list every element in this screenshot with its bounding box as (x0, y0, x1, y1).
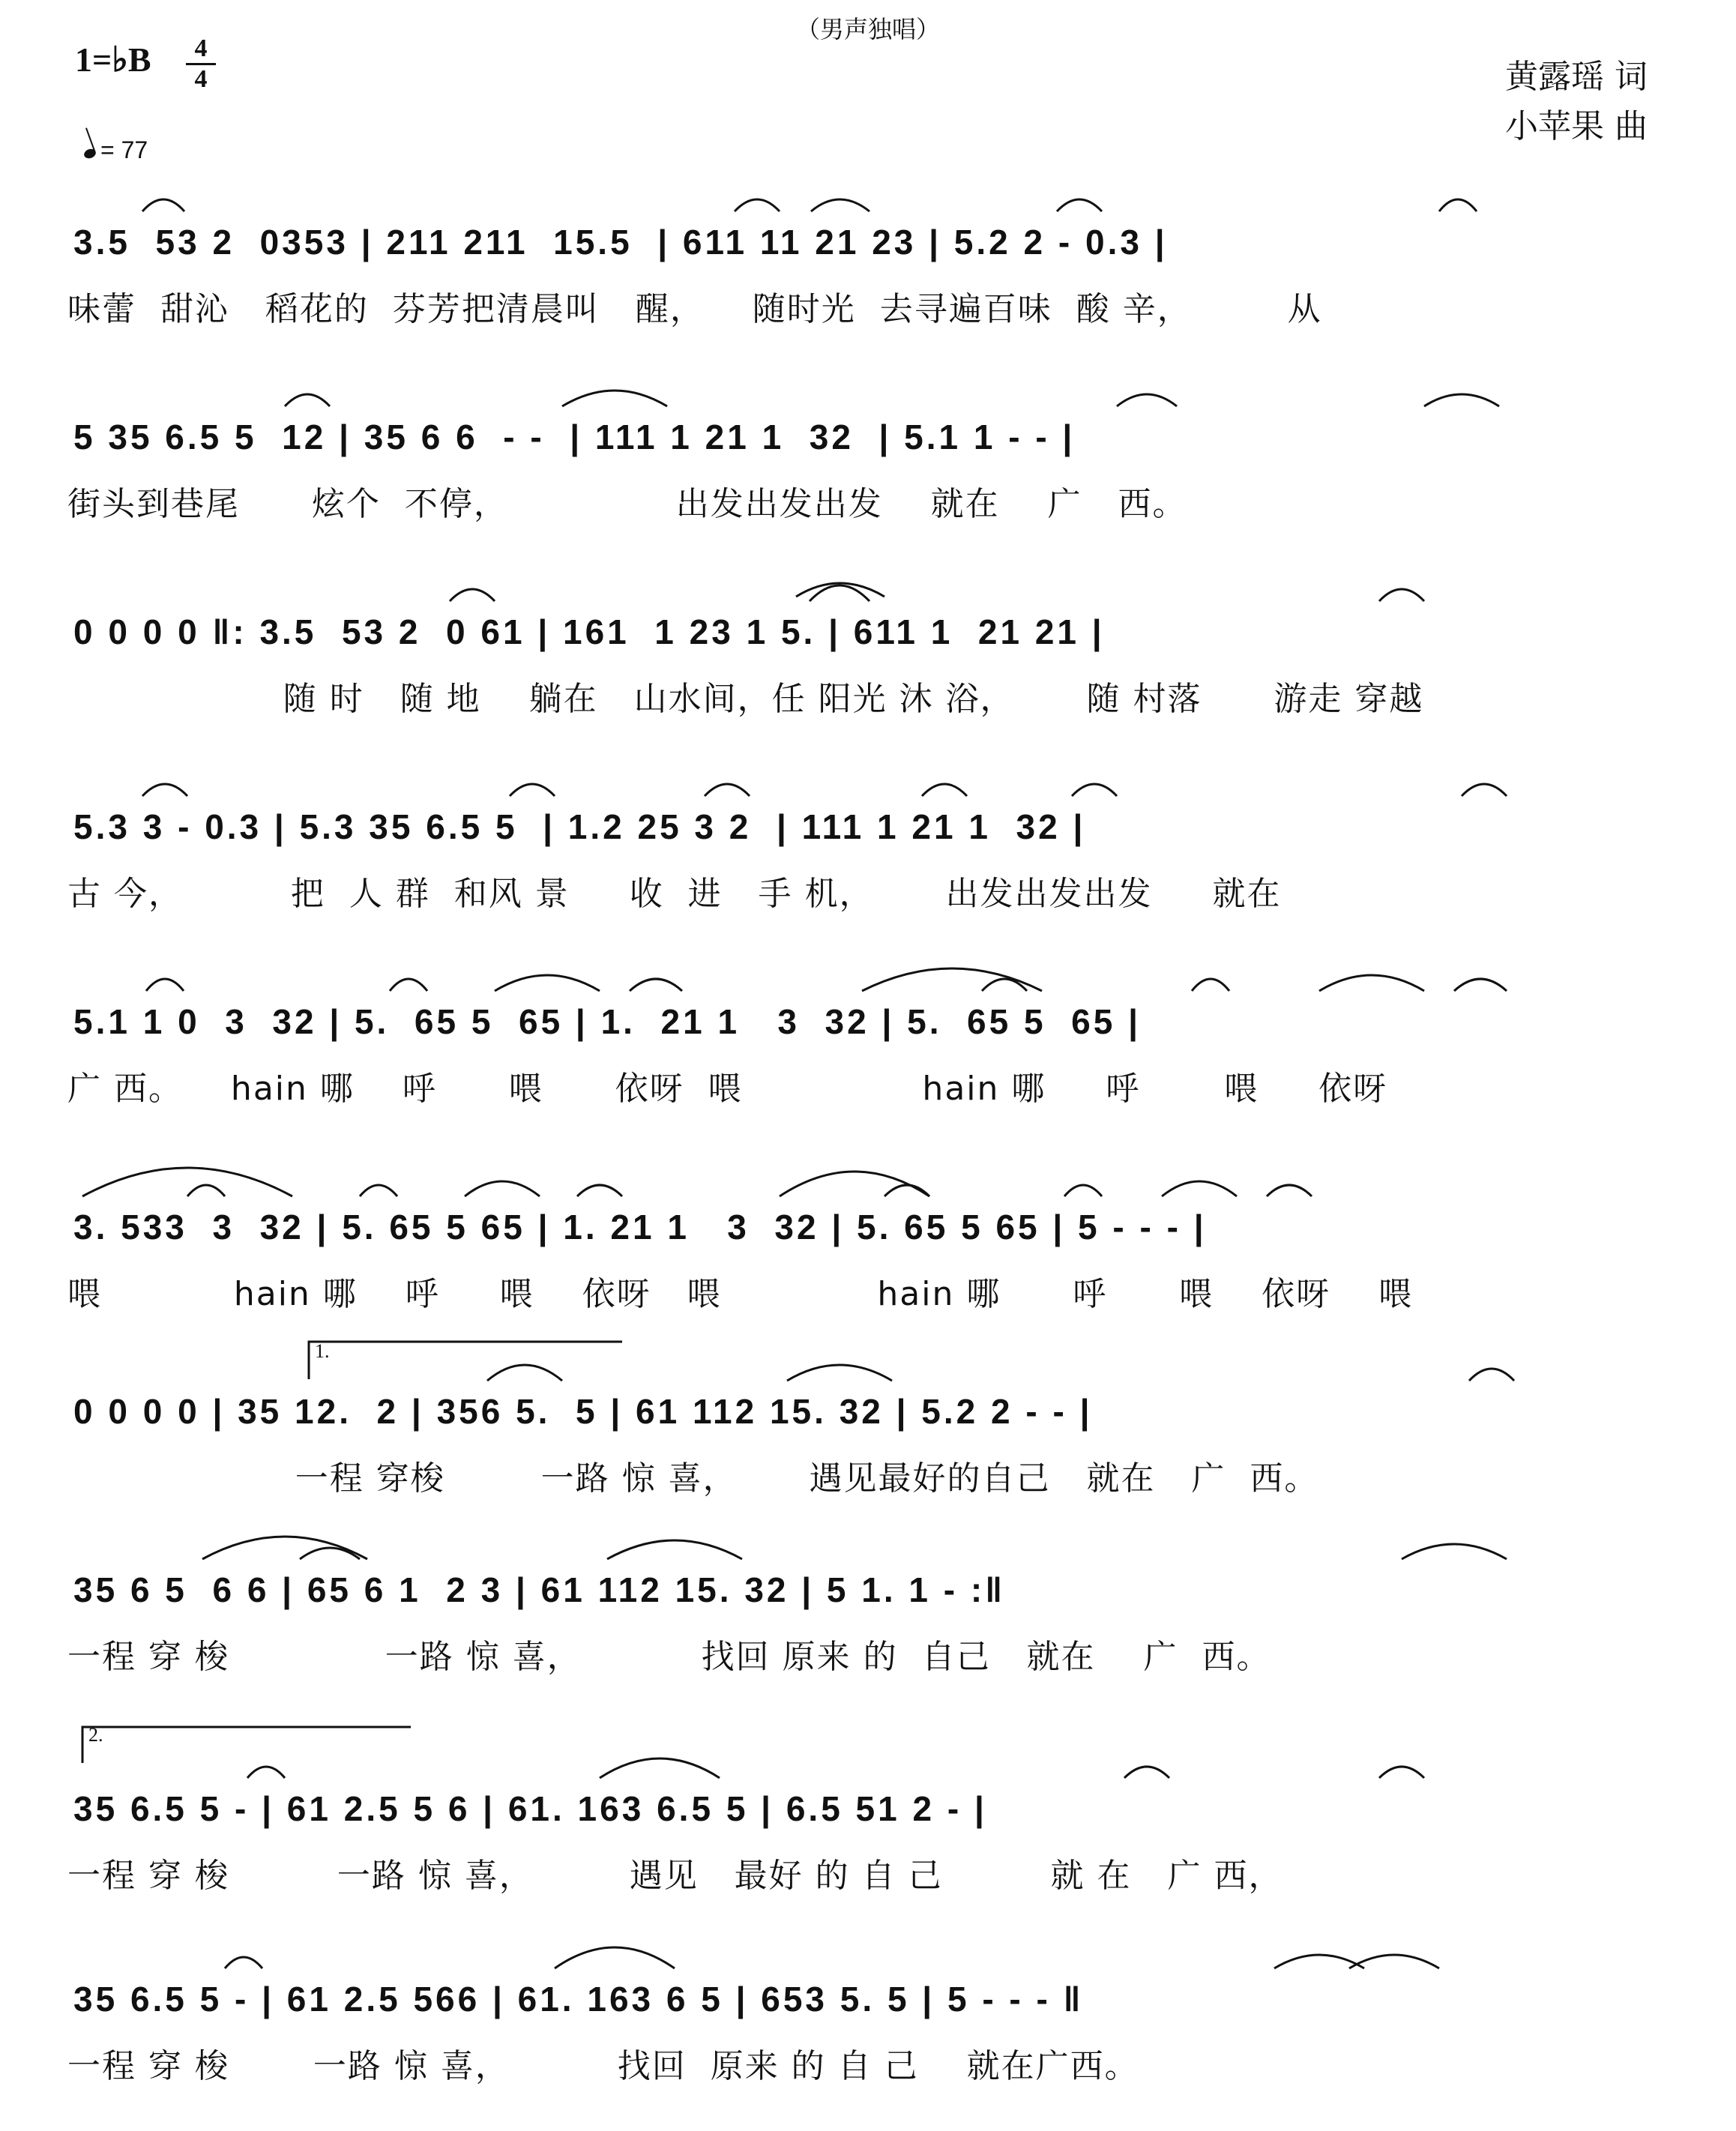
lyric-line-4: 古 今， 把 人 群 和风 景 收 进 手 机， 出发出发出发 就在 (67, 875, 1282, 913)
notation-line-10: 35 6.5 5 - | 61 2.5 566 | 61. 163 6 5 | 653 5. 5 | 5 - - - ‖ (73, 1980, 1084, 2019)
time-signature-bottom: 4 (194, 65, 208, 93)
slur (562, 391, 667, 406)
slur (1267, 1185, 1312, 1196)
slur (735, 199, 780, 211)
notation-line-8: 35 6 5 6 6 | 65 6 1 2 3 | 61 112 15. 32 | 5 1. 1 - :‖ (73, 1570, 1006, 1609)
lyric-line-1: 味蕾 甜沁 稻花的 芬芳把清晨叫 醒， 随时光 去寻遍百味 酸 辛， 从 (67, 290, 1322, 328)
slur (577, 1185, 622, 1196)
notation-line-6: 3. 533 3 32 | 5. 65 5 65 | 1. 21 1 3 32 | 5. 65 5 65 | 5 - - - | (73, 1208, 1207, 1247)
lyric-line-9: 一程 穿 梭 一路 惊 喜， 遇见 最好 的 自 己 就 在 广 西， (67, 1857, 1283, 1895)
slur (1379, 589, 1424, 601)
slur (202, 1537, 367, 1559)
slur (1454, 979, 1507, 991)
slur (1462, 784, 1507, 796)
lyric-line-7: 一程 穿梭 一路 惊 喜， 遇见最好的自己 就在 广 西。 (67, 1459, 1319, 1498)
composer-credit: 小苹果 曲 (1505, 107, 1648, 145)
slur (142, 784, 187, 796)
slur (1319, 975, 1424, 991)
lyric-line-8: 一程 穿 梭 一路 惊 喜， 找回 原来 的 自己 就在 广 西。 (67, 1638, 1271, 1676)
slur (810, 585, 869, 601)
notation-line-2: 5 35 6.5 5 12 | 35 6 6 - - | 111 1 21 1 32 | 5.1 1 - - | (73, 418, 1076, 456)
notation-line-5: 5.1 1 0 3 32 | 5. 65 5 65 | 1. 21 1 3 32 | 5. 65 5 65 | (73, 1002, 1141, 1041)
slur (1439, 199, 1477, 211)
subtitle: （男声独唱） (795, 15, 940, 43)
slur (510, 784, 555, 796)
slur (285, 394, 330, 406)
slur (884, 1185, 929, 1196)
slur (1072, 784, 1117, 796)
notation-line-9: 35 6.5 5 - | 61 2.5 5 6 | 61. 163 6.5 5 | 6.5 51 2 - | (73, 1789, 987, 1828)
slur (922, 784, 967, 796)
notation-line-7: 0 0 0 0 | 35 12. 2 | 356 5. 5 | 61 112 15. 32 | 5.2 2 - - | (73, 1392, 1093, 1431)
slur (600, 1758, 720, 1778)
lyric-line-2: 街头到巷尾 炫个 不停， 出发出发出发 就在 广 西。 (67, 485, 1187, 523)
volta-1-bracket (309, 1342, 622, 1379)
slur (390, 979, 427, 991)
slur (495, 975, 600, 991)
slur (146, 979, 184, 991)
slur (555, 1947, 675, 1968)
slur (862, 968, 1042, 991)
slur (360, 1185, 397, 1196)
notation-line-1: 3.5 53 2 0353 | 211 211 15.5 | 611 11 21 23 | 5.2 2 - 0.3 | (73, 223, 1168, 262)
notation-line-3: 0 0 0 0 ‖: 3.5 53 2 0 61 | 161 1 23 1 5. | 611 1 21 21 | (73, 612, 1105, 651)
lyricist-credit: 黄露瑶 词 (1505, 58, 1648, 96)
slur (607, 1540, 742, 1559)
slur (465, 1181, 540, 1196)
volta-2-bracket (82, 1727, 411, 1763)
slur (1124, 1767, 1169, 1778)
slur (1402, 1544, 1507, 1559)
slur (1469, 1369, 1514, 1381)
lyric-line-5: 广 西。 hain 哪 呼 喂 依呀 喂 hain 哪 呼 喂 依呀 (67, 1070, 1388, 1108)
slur (787, 1365, 892, 1381)
lyric-line-6: 喂 hain 哪 呼 喂 依呀 喂 hain 哪 呼 喂 依呀 喂 (67, 1275, 1414, 1313)
slur (1192, 979, 1229, 991)
slur (811, 199, 869, 211)
slur (1162, 1181, 1237, 1196)
time-signature-top: 4 (194, 34, 208, 62)
slur (247, 1767, 285, 1778)
tempo-value: = 77 (100, 136, 148, 163)
slur (1424, 394, 1499, 406)
slur (300, 1548, 360, 1559)
slur (82, 1168, 292, 1196)
volta-1-label: 1. (315, 1340, 330, 1362)
slur (1117, 394, 1177, 406)
slur (142, 199, 184, 211)
key-signature: 1=♭B (75, 40, 151, 79)
slur (1379, 1767, 1424, 1778)
slur (1057, 199, 1102, 211)
volta-2-label: 2. (88, 1724, 103, 1746)
lyric-line-3: 随 时 随 地 躺在 山水间，任 阳光 沐 浴， 随 村落 游走 穿越 (67, 680, 1424, 718)
slur (225, 1957, 262, 1968)
slur (1064, 1185, 1102, 1196)
slur (187, 1185, 225, 1196)
slur (630, 979, 682, 991)
slur (487, 1365, 562, 1381)
notation-line-4: 5.3 3 - 0.3 | 5.3 35 6.5 5 | 1.2 25 3 2 | 111 1 21 1 32 | (73, 807, 1086, 846)
slur (705, 784, 750, 796)
slur (450, 589, 495, 601)
lyric-line-10: 一程 穿 梭 一路 惊 喜， 找回 原来 的 自 己 就在广西。 (67, 2047, 1139, 2085)
